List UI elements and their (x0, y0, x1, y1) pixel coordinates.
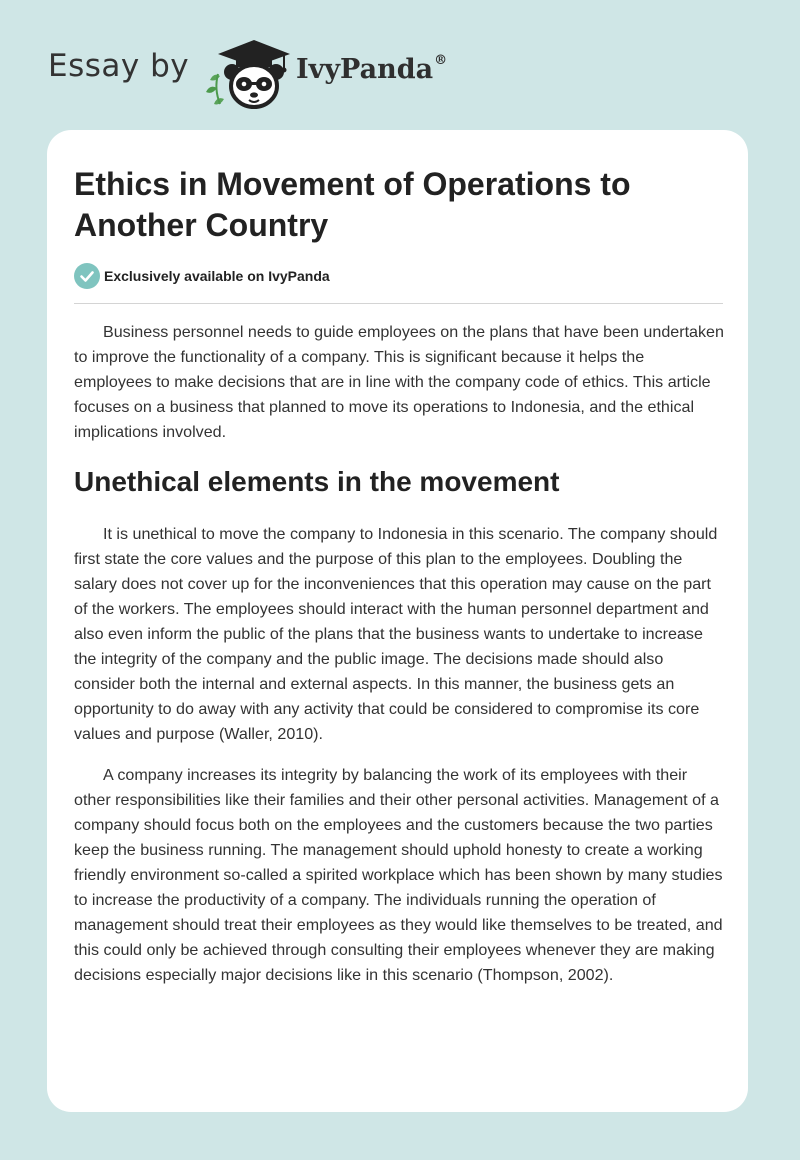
essay-card (47, 130, 748, 1112)
essay-by-label: Essay by (48, 48, 190, 84)
site-header (0, 0, 800, 130)
body-paragraph: A company increases its integrity by balancing the work of its employees with their other responsibilities like their families and their other personal activities. Management of a company should focus both on the employees and the customers because the two parties keep the business running. The management should uphold honesty to create a working friendly environment so-called a spirited workplace which has been shown by many studies to increase the productivity of a company. The individuals running the operation of management should treat their employees as they would like themselves to be treated, and this could only be achieved through consulting their employees whenever they are making decisions especially major decisions like in this scenario (Thompson, 2002). (74, 766, 723, 984)
check-icon (74, 263, 100, 289)
divider (74, 303, 723, 304)
registered-mark: ® (434, 53, 448, 68)
panda-graduate-logo-icon[interactable] (200, 34, 296, 110)
exclusive-label: Exclusively available on IvyPanda (104, 268, 330, 284)
page-title: Ethics in Movement of Operations to Another Country (74, 166, 631, 243)
body-paragraph: It is unethical to move the company to Indonesia in this scenario. The company should first state the core values and the purpose of this plan to the employees. Doubling the salary does not cover up for the inconveniences that this operation may cause on the part of the workers. The employees should interact with the human personnel department and also even inform the public of the plans that the business wants to undertake to increase the integrity of the company and the public image. The decisions made should also consider both the internal and external aspects. In this manner, the business gets an opportunity to do away with any activity that could be considered to compromise its core values and purpose (Waller, 2010). (74, 525, 718, 743)
intro-paragraph: Business personnel needs to guide employees on the plans that have been undertaken to improve the functionality of a company. This is significant because it helps the employees to make decisions that are in line with the company code of ethics. This article focuses on a business that planned to move its operations to Indonesia, and the ethical implications involved. (74, 323, 724, 441)
section-heading: Unethical elements in the movement (74, 466, 560, 497)
brand-logo[interactable] (296, 54, 447, 85)
brand-name: IvyPanda (296, 54, 434, 85)
